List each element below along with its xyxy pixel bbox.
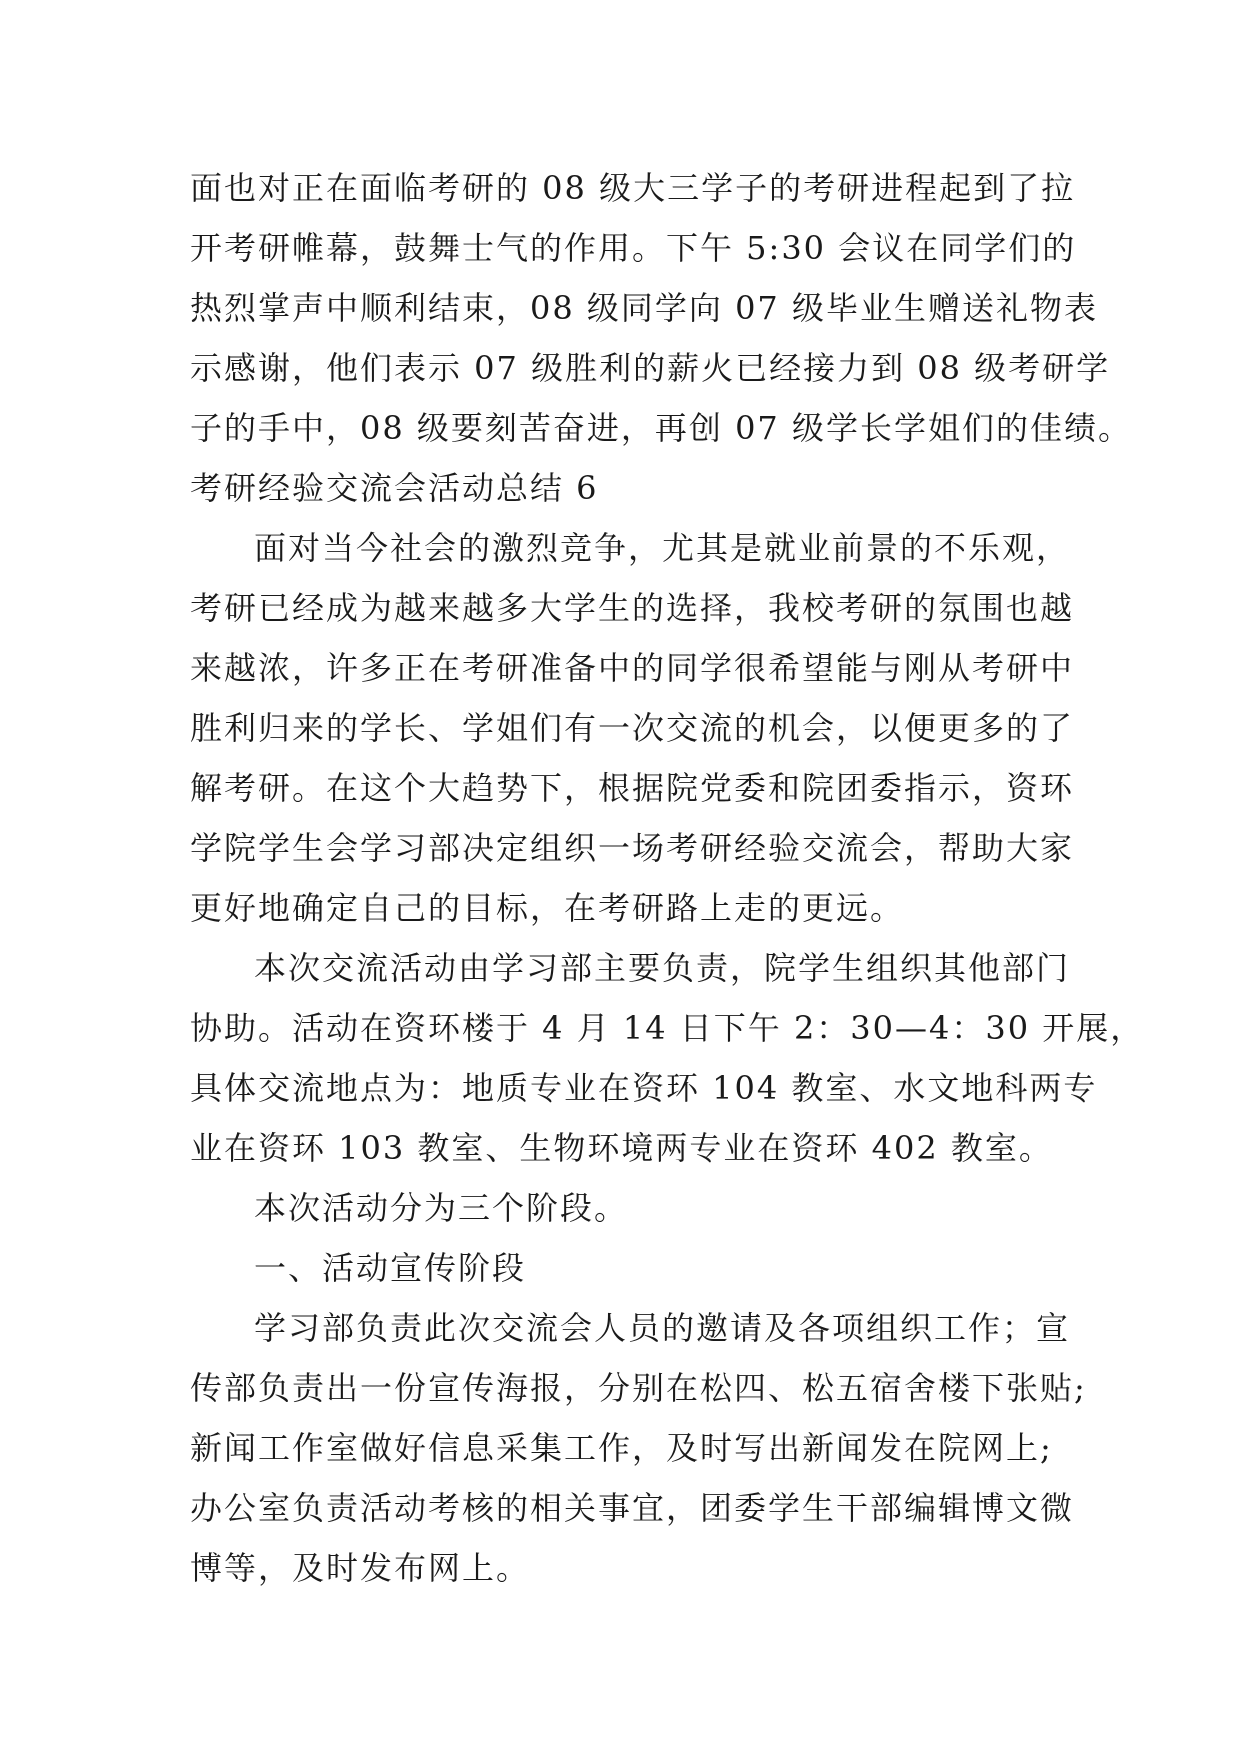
text-line: 业在资环 103 教室、生物环境两专业在资环 402 教室。	[190, 1129, 1053, 1167]
text-line: 面对当今社会的激烈竞争，尤其是就业前景的不乐观，	[254, 529, 1071, 567]
text-line: 胜利归来的学长、学姐们有一次交流的机会，以便更多的了	[190, 709, 1075, 747]
text-line: 本次交流活动由学习部主要负责，院学生组织其他部门	[254, 949, 1071, 987]
subsection-heading: 一、活动宣传阶段	[254, 1249, 527, 1287]
text-line: 子的手中，08 级要刻苦奋进，再创 07 级学长学姐们的佳绩。	[190, 409, 1132, 447]
text-line: 考研已经成为越来越多大学生的选择，我校考研的氛围也越	[190, 589, 1075, 627]
text-line: 解考研。在这个大趋势下，根据院党委和院团委指示，资环	[190, 769, 1075, 807]
text-line: 协助。活动在资环楼于 4 月 14 日下午 2：30—4：30 开展，	[190, 1009, 1145, 1047]
text-line: 更好地确定自己的目标，在考研路上走的更远。	[190, 889, 905, 927]
text-line: 示感谢，他们表示 07 级胜利的薪火已经接力到 08 级考研学	[190, 349, 1111, 387]
document-body	[190, 158, 1145, 1598]
text-line: 面也对正在面临考研的 08 级大三学子的考研进程起到了拉	[190, 169, 1076, 207]
text-line: 传部负责出一份宣传海报，分别在松四、松五宿舍楼下张贴;	[190, 1369, 1087, 1407]
text-line: 来越浓，许多正在考研准备中的同学很希望能与刚从考研中	[190, 649, 1075, 687]
text-line: 具体交流地点为：地质专业在资环 104 教室、水文地科两专	[190, 1069, 1098, 1107]
text-line: 博等，及时发布网上。	[190, 1549, 531, 1587]
text-line: 新闻工作室做好信息采集工作，及时写出新闻发在院网上;	[190, 1429, 1053, 1467]
text-line: 开考研帷幕，鼓舞士气的作用。下午 5:30 会议在同学们的	[190, 229, 1077, 267]
text-line: 办公室负责活动考核的相关事宜，团委学生干部编辑博文微	[190, 1489, 1075, 1527]
text-line: 热烈掌声中顺利结束，08 级同学向 07 级毕业生赠送礼物表	[190, 289, 1098, 327]
section-heading: 考研经验交流会活动总结 6	[190, 469, 599, 507]
text-line: 本次活动分为三个阶段。	[254, 1189, 629, 1227]
text-line: 学院学生会学习部决定组织一场考研经验交流会，帮助大家	[190, 829, 1075, 867]
text-line: 学习部负责此次交流会人员的邀请及各项组织工作；宣	[254, 1309, 1071, 1347]
